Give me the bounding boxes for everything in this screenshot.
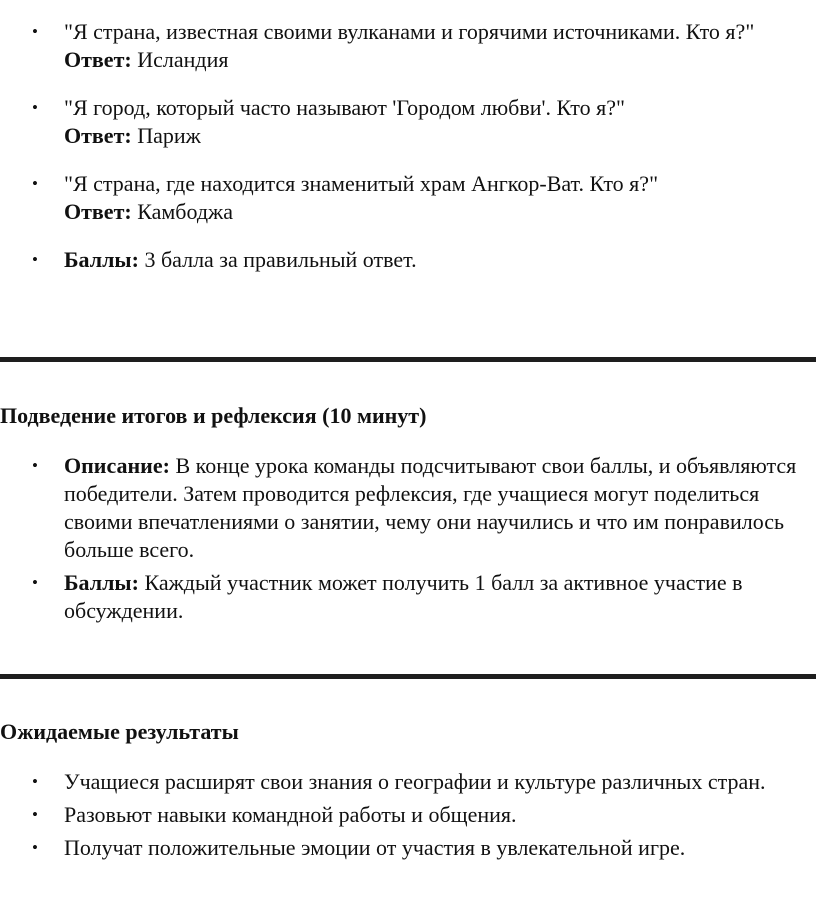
bullet-icon: •: [32, 838, 38, 857]
section-heading: Подведение итогов и рефлексия (10 минут): [0, 403, 427, 428]
list-item: [0, 834, 816, 862]
section-divider: [0, 674, 816, 679]
points-label: Баллы:: [64, 570, 139, 595]
list-item: [0, 170, 816, 226]
quiz-questions-list: [0, 18, 816, 274]
list-item: [0, 452, 816, 564]
answer-label: Ответ:: [64, 123, 132, 148]
section-heading: Ожидаемые результаты: [0, 719, 239, 744]
answer-text: Исландия: [131, 47, 229, 72]
bullet-icon: •: [32, 22, 38, 41]
answer-text: Париж: [131, 123, 201, 148]
answer-label: Ответ:: [64, 199, 132, 224]
result-text: Получат положительные эмоции от участия в увлекательной игре.: [64, 835, 686, 860]
bullet-icon: •: [32, 174, 38, 193]
question-text: "Я страна, где находится знаменитый храм Ангкор-Ват. Кто я?": [64, 171, 659, 196]
bullet-icon: •: [32, 805, 38, 824]
answer-label: Ответ:: [64, 47, 132, 72]
description-text: В конце урока команды подсчитывают свои баллы, и объявляются победители. Затем проводится рефлексия, где учащиеся могут поделиться своими впечатлениями о занятии, чему они научились и что им понравилось больше всего.: [64, 453, 797, 562]
summary-list: [0, 452, 816, 625]
bullet-icon: •: [32, 250, 38, 269]
list-item: [0, 94, 816, 150]
results-list: [0, 768, 816, 862]
section-divider: [0, 357, 816, 362]
list-item: [0, 18, 816, 74]
bullet-icon: •: [32, 573, 38, 592]
question-text: "Я город, который часто называют 'Городом любви'. Кто я?": [64, 95, 625, 120]
bullet-icon: •: [32, 456, 38, 475]
points-text: Каждый участник может получить 1 балл за активное участие в обсуждении.: [64, 570, 743, 623]
result-text: Разовьют навыки командной работы и общения.: [64, 802, 517, 827]
list-item: [0, 569, 816, 625]
question-text: "Я страна, известная своими вулканами и горячими источниками. Кто я?": [64, 19, 755, 44]
list-item: [0, 246, 816, 274]
bullet-icon: •: [32, 772, 38, 791]
points-text: 3 балла за правильный ответ.: [138, 247, 417, 272]
list-item: [0, 801, 816, 829]
answer-text: Камбоджа: [131, 199, 233, 224]
result-text: Учащиеся расширят свои знания о географии и культуре различных стран.: [64, 769, 766, 794]
list-item: [0, 768, 816, 796]
description-label: Описание:: [64, 453, 170, 478]
bullet-icon: •: [32, 98, 38, 117]
points-label: Баллы:: [64, 247, 139, 272]
